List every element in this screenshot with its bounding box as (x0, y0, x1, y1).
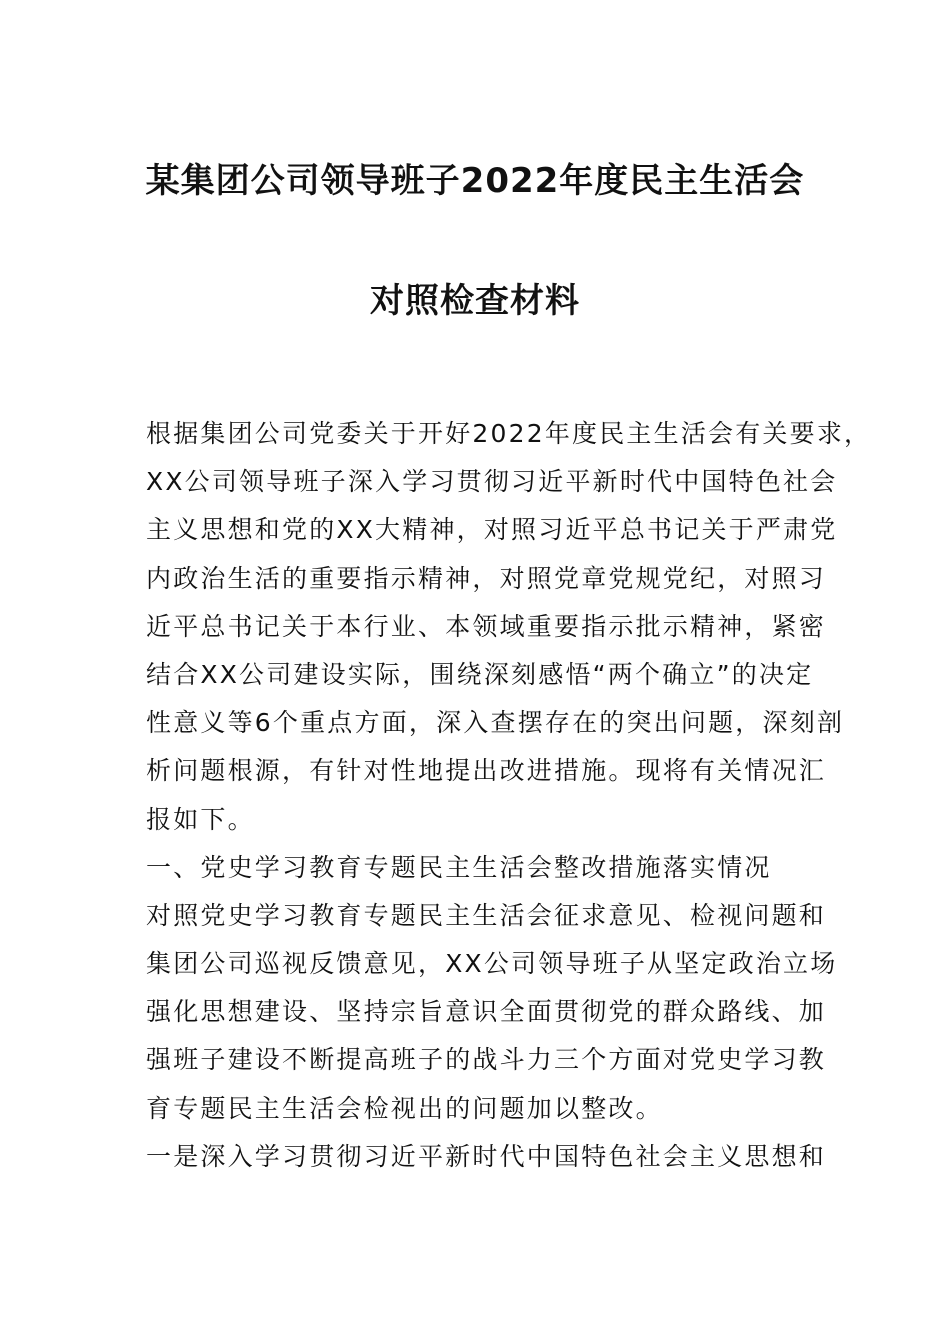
body-line: 强化思想建设、坚持宗旨意识全面贯彻党的群众路线、加 (146, 997, 827, 1027)
body-line: 主义思想和党的XX大精神，对照习近平总书记关于严肃党 (146, 515, 838, 545)
body-line: 结合XX公司建设实际，围绕深刻感悟“两个确立”的决定 (146, 659, 814, 689)
body-line: 育专题民主生活会检视出的问题加以整改。 (146, 1093, 663, 1123)
body-line: 内政治生活的重要指示精神，对照党章党规党纪，对照习 (146, 563, 827, 593)
document-body (146, 410, 872, 1181)
body-line: 近平总书记关于本行业、本领域重要指示批示精神，紧密 (146, 611, 827, 641)
body-line: 一是深入学习贯彻习近平新时代中国特色社会主义思想和 (146, 1141, 827, 1171)
body-line: XX公司领导班子深入学习贯彻习近平新时代中国特色社会 (146, 467, 838, 497)
body-line: 析问题根源，有针对性地提出改进措施。现将有关情况汇 (146, 756, 827, 786)
document-subtitle: 对照检查材料 (370, 281, 580, 321)
section-heading: 一、党史学习教育专题民主生活会整改措施落实情况 (146, 852, 772, 882)
document-title: 某集团公司领导班子2022年度民主生活会 (145, 161, 805, 201)
body-line: 性意义等6个重点方面，深入查摆存在的突出问题，深刻剖 (146, 708, 845, 738)
body-line: 报如下。 (146, 804, 255, 834)
body-line: 强班子建设不断提高班子的战斗力三个方面对党史学习教 (146, 1045, 827, 1075)
body-line: 根据集团公司党委关于开好2022年度民主生活会有关要求， (146, 419, 872, 448)
body-line: 对照党史学习教育专题民主生活会征求意见、检视问题和 (146, 900, 827, 930)
body-line: 集团公司巡视反馈意见，XX公司领导班子从坚定政治立场 (146, 949, 838, 979)
